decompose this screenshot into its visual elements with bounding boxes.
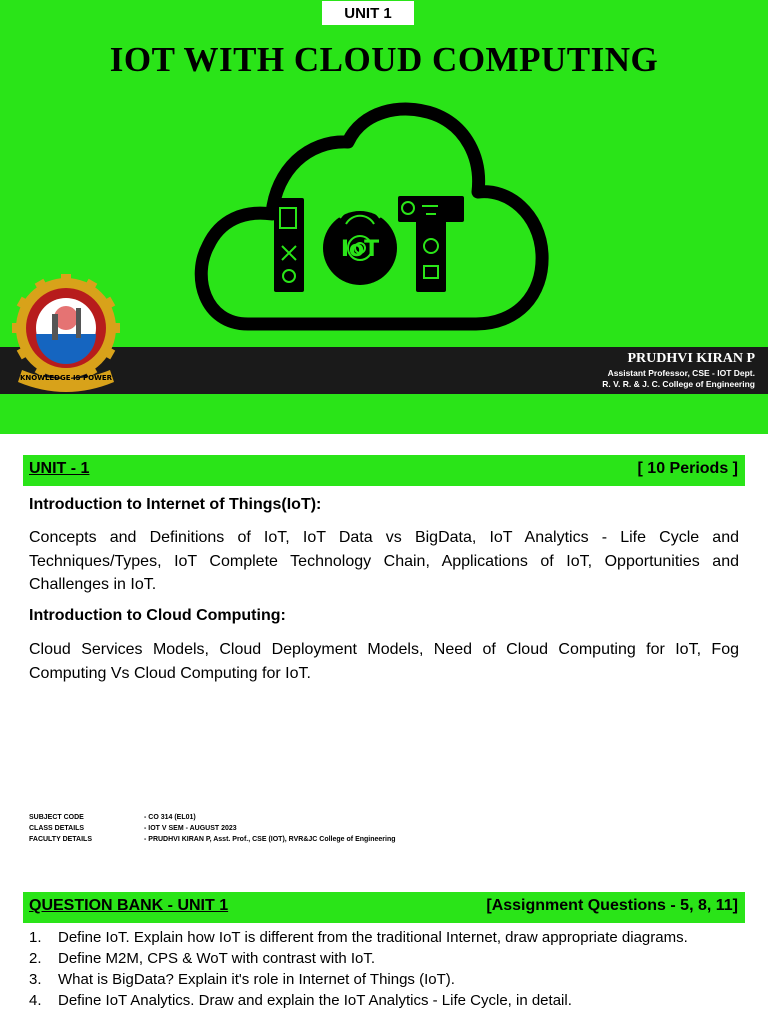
section-heading-cloud: Introduction to Cloud Computing: xyxy=(29,607,286,624)
question-item xyxy=(29,928,739,947)
detail-key: SUBJECT CODE xyxy=(29,814,84,821)
question-number: 3. xyxy=(29,971,42,988)
course-details xyxy=(29,812,396,845)
author-college: R. V. R. & J. C. College of Engineering xyxy=(602,379,755,389)
seal-motto: KNOWLEDGE IS POWER xyxy=(19,374,113,382)
question-text: Define IoT. Explain how IoT is different from the traditional Internet, draw appropriate diagrams. xyxy=(58,929,688,946)
question-bank-bar xyxy=(23,892,745,923)
question-text: What is BigData? Explain it's role in Internet of Things (IoT). xyxy=(58,971,455,988)
unit-tag: UNIT 1 xyxy=(322,1,414,25)
assignment-label: [Assignment Questions - 5, 8, 11] xyxy=(486,897,738,914)
detail-row xyxy=(29,812,396,823)
question-item xyxy=(29,949,739,968)
question-text: Define IoT Analytics. Draw and explain the IoT Analytics - Life Cycle, in detail. xyxy=(58,992,572,1009)
iot-logo-text: IoT xyxy=(340,237,380,262)
author-role: Assistant Professor, CSE - IOT Dept. xyxy=(607,368,755,378)
question-number: 1. xyxy=(29,929,42,946)
unit-label: UNIT - 1 xyxy=(29,460,90,477)
section-text-iot: Concepts and Definitions of IoT, IoT Data vs BigData, IoT Analytics - Life Cycle and Techniques/Types, IoT Complete Technology Chain, Applications of IoT, Opportunities and Challenges in IoT. xyxy=(29,529,739,593)
cover-banner xyxy=(0,0,768,434)
author-name: PRUDHVI KIRAN P xyxy=(627,351,755,366)
detail-key: CLASS DETAILS xyxy=(29,825,85,832)
question-item xyxy=(29,991,739,1010)
detail-value: - IOT V SEM - AUGUST 2023 xyxy=(144,825,237,832)
cover-title: IOT WITH CLOUD COMPUTING xyxy=(109,40,659,79)
unit-header-bar xyxy=(23,455,745,486)
question-item xyxy=(29,970,739,989)
section-heading-iot: Introduction to Internet of Things(IoT): xyxy=(29,496,322,513)
section-text-cloud: Cloud Services Models, Cloud Deployment Models, Need of Cloud Computing for IoT, Fog Computing Vs Cloud Computing for IoT. xyxy=(29,641,739,682)
author-block xyxy=(602,350,755,390)
detail-row xyxy=(29,834,396,845)
detail-value: - CO 314 (EL01) xyxy=(144,814,196,821)
college-seal-icon xyxy=(12,274,120,392)
detail-row xyxy=(29,823,396,834)
question-bank-title: QUESTION BANK - UNIT 1 xyxy=(29,897,229,914)
question-number: 2. xyxy=(29,950,42,967)
detail-value: - PRUDHVI KIRAN P, Asst. Prof., CSE (IOT), RVR&JC College of Engineering xyxy=(144,836,396,843)
periods-label: [ 10 Periods ] xyxy=(637,460,738,477)
detail-key: FACULTY DETAILS xyxy=(29,836,92,843)
question-text: Define M2M, CPS & WoT with contrast with IoT. xyxy=(58,950,376,967)
cloud-iot-icon xyxy=(186,96,550,336)
question-list xyxy=(29,928,739,1012)
question-number: 4. xyxy=(29,992,42,1009)
